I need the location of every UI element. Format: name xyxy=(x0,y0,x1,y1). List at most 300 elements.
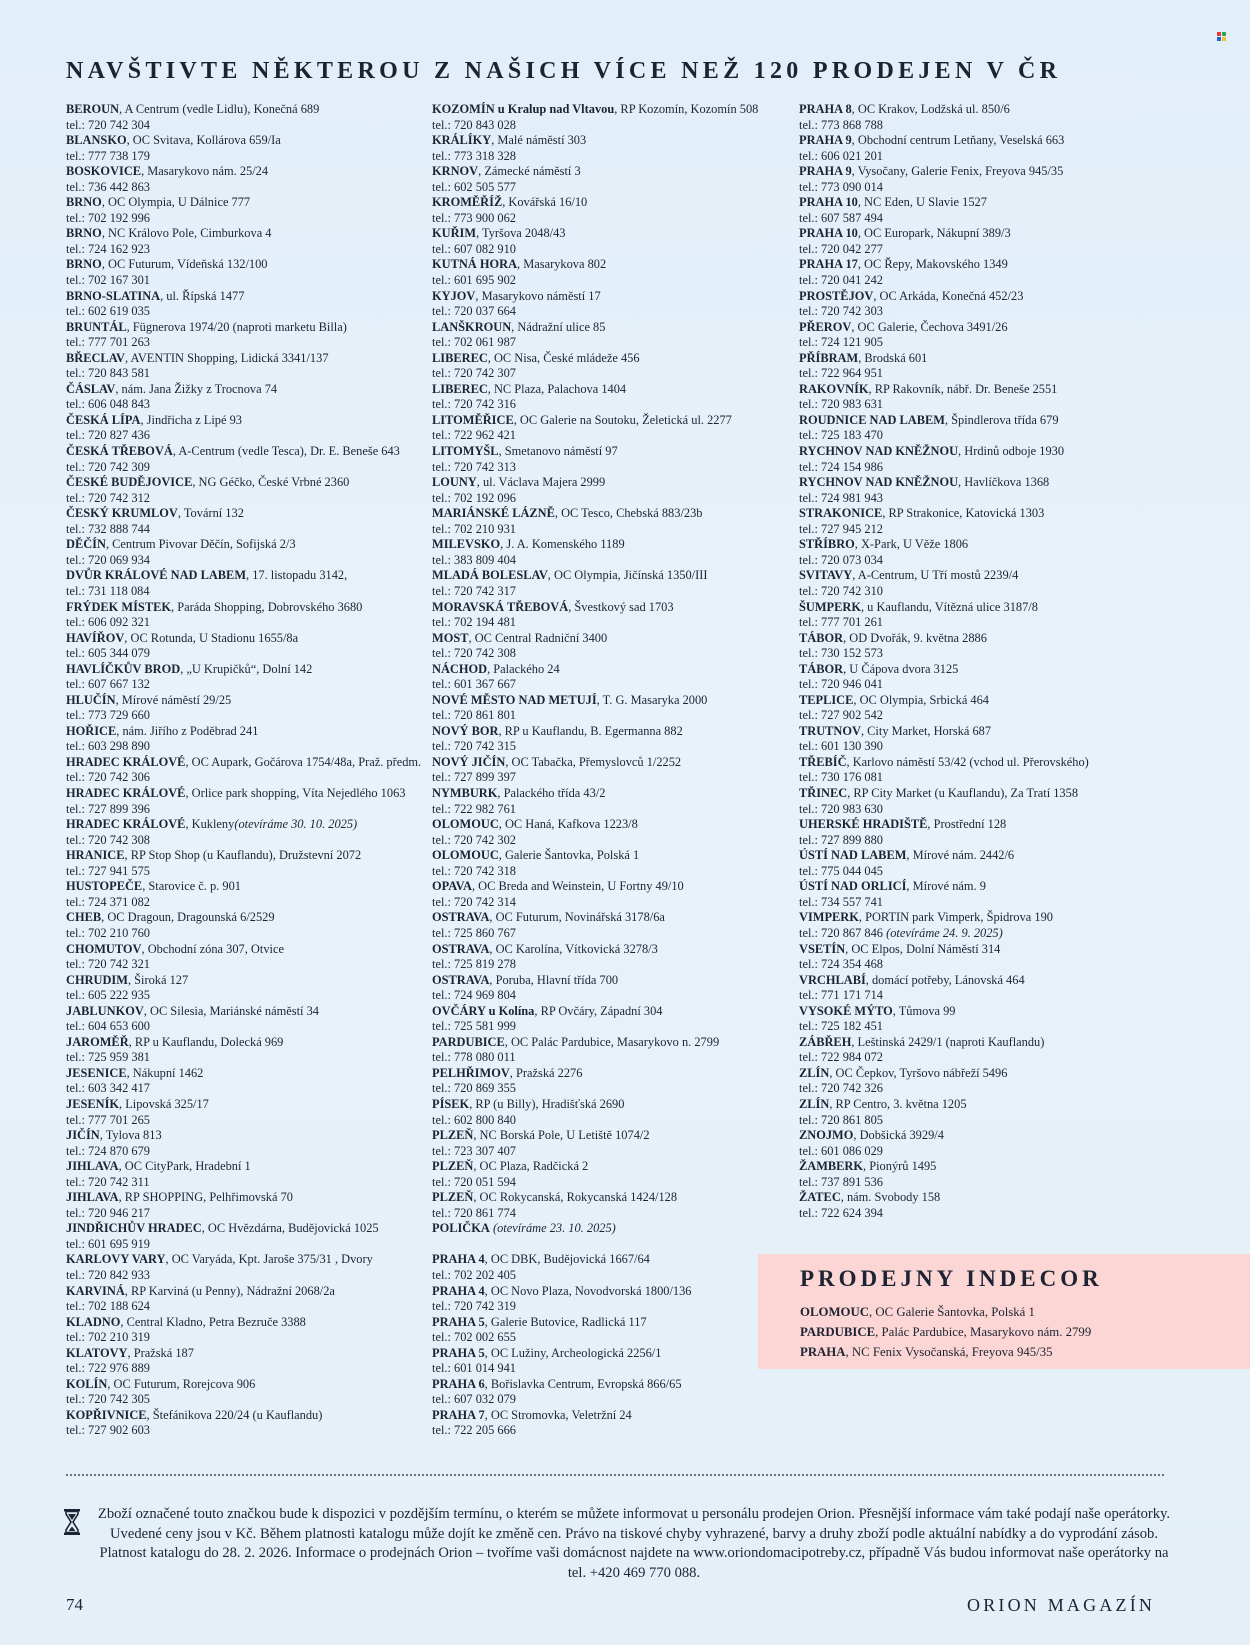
store-address: , City Market, Horská 687 xyxy=(860,723,992,738)
store-city: PRAHA 8 xyxy=(799,102,852,116)
store-name-line xyxy=(432,1190,800,1206)
store-phone-line xyxy=(432,1361,800,1377)
store-city: PRAHA 10 xyxy=(799,226,858,241)
store-entry xyxy=(799,910,1167,941)
store-address: , Paráda Shopping, Dobrovského 3680 xyxy=(171,599,363,614)
store-phone: 727 941 575 xyxy=(88,863,150,878)
store-name-line xyxy=(432,693,800,709)
store-entry xyxy=(66,724,434,755)
store-entry xyxy=(432,164,800,195)
phone-prefix: tel.: xyxy=(799,397,822,412)
store-phone: 606 021 201 xyxy=(821,148,883,163)
phone-prefix: tel.: xyxy=(432,1205,455,1220)
store-entry xyxy=(799,351,1167,382)
store-phone-line xyxy=(432,491,800,507)
store-city: ZLÍN xyxy=(799,1065,830,1080)
store-phone-line xyxy=(432,646,800,662)
store-address: , NC Plaza, Palachova 1404 xyxy=(487,381,627,396)
store-address: , Havlíčkova 1368 xyxy=(958,475,1050,490)
phone-prefix: tel.: xyxy=(66,459,89,474)
store-city: MILEVSKO xyxy=(432,537,501,552)
store-address: , RP Rakovník, nábř. Dr. Beneše 2551 xyxy=(868,381,1058,396)
store-entry xyxy=(432,1346,800,1377)
store-phone-line xyxy=(799,1113,1167,1129)
phone-prefix: tel.: xyxy=(66,1050,89,1065)
store-address: , Poruba, Hlavní třída 700 xyxy=(489,972,619,987)
store-phone: 720 742 313 xyxy=(454,459,516,474)
store-name-line xyxy=(432,1408,800,1424)
store-phone: 722 984 072 xyxy=(821,1050,883,1065)
store-phone-line xyxy=(66,1330,434,1346)
store-address: , OC DBK, Budějovická 1667/64 xyxy=(484,1252,650,1267)
store-city: PŘÍBRAM xyxy=(799,350,859,365)
phone-prefix: tel.: xyxy=(799,1143,822,1158)
store-name-line xyxy=(432,910,800,926)
store-city: PLZEŇ xyxy=(432,1128,474,1143)
store-name-line xyxy=(66,1315,434,1331)
store-phone-line xyxy=(432,864,800,880)
store-city: PELHŘIMOV xyxy=(432,1065,510,1080)
store-name-line xyxy=(432,973,800,989)
store-name-line xyxy=(66,1004,434,1020)
store-phone-line xyxy=(66,149,434,165)
store-city: KOLÍN xyxy=(66,1376,108,1391)
store-phone: 724 354 468 xyxy=(821,957,883,972)
store-entry xyxy=(799,537,1167,568)
store-entry xyxy=(432,1377,800,1408)
phone-prefix: tel.: xyxy=(799,1019,822,1034)
store-name-line xyxy=(432,320,800,336)
store-name-line xyxy=(432,786,800,802)
store-city: TÁBOR xyxy=(799,661,844,676)
store-name-line xyxy=(799,133,1167,149)
store-city: MORAVSKÁ TŘEBOVÁ xyxy=(432,599,569,614)
store-city: BŘECLAV xyxy=(66,350,125,365)
store-phone: 607 667 132 xyxy=(88,677,150,692)
store-phone: 724 121 905 xyxy=(821,335,883,350)
store-name-line xyxy=(432,1159,800,1175)
store-name-line xyxy=(432,226,800,242)
store-phone: 720 946 041 xyxy=(821,677,883,692)
store-phone: 601 014 941 xyxy=(454,1361,516,1376)
store-city: NOVÝ JIČÍN xyxy=(432,754,506,769)
store-city: VIMPERK xyxy=(799,910,859,925)
store-phone-line xyxy=(66,739,434,755)
store-address: , Pionýrů 1495 xyxy=(863,1159,937,1174)
store-city: NOVÉ MĚSTO NAD METUJÍ xyxy=(432,692,597,707)
phone-prefix: tel.: xyxy=(432,335,455,350)
store-phone: 720 742 309 xyxy=(88,459,150,474)
store-phone: 702 210 760 xyxy=(88,925,150,940)
store-city: UHERSKÉ HRADIŠTĚ xyxy=(799,817,928,832)
store-phone: 720 869 355 xyxy=(454,1081,516,1096)
phone-prefix: tel.: xyxy=(432,241,455,256)
store-city: RYCHNOV NAD KNĚŽNOU xyxy=(799,444,959,459)
store-phone-line xyxy=(432,366,800,382)
store-entry xyxy=(799,382,1167,413)
store-city: TÁBOR xyxy=(799,630,844,645)
phone-prefix: tel.: xyxy=(66,646,89,661)
store-city: PŘEROV xyxy=(799,319,852,334)
store-address: , A-Centrum, U Tří mostů 2239/4 xyxy=(852,568,1019,583)
store-phone-line xyxy=(799,957,1167,973)
store-city: VRCHLABÍ xyxy=(799,972,866,987)
store-entry xyxy=(66,693,434,724)
store-phone-line xyxy=(66,1050,434,1066)
store-phone: 720 742 315 xyxy=(454,739,516,754)
store-city: ČÁSLAV xyxy=(66,381,116,396)
phone-prefix: tel.: xyxy=(799,210,822,225)
store-city: LIBEREC xyxy=(432,381,488,396)
store-name-line xyxy=(66,195,434,211)
store-name-line xyxy=(432,133,800,149)
store-address: , OC Rokycanská, Rokycanská 1424/128 xyxy=(473,1190,678,1205)
store-entry xyxy=(66,351,434,382)
store-city: BRNO xyxy=(66,226,102,241)
store-phone: 602 619 035 xyxy=(88,304,150,319)
store-city: PRAHA 5 xyxy=(432,1345,485,1360)
store-address: , Tůmova 99 xyxy=(892,1003,956,1018)
store-name-line xyxy=(66,133,434,149)
store-city: HRADEC KRÁLOVÉ xyxy=(66,754,186,769)
phone-prefix: tel.: xyxy=(432,1392,455,1407)
store-address: , OC Futurum, Novinářská 3178/6a xyxy=(489,910,665,925)
page-number: 74 xyxy=(66,1595,83,1614)
store-phone: 607 032 079 xyxy=(454,1392,516,1407)
store-address: , RP City Market (u Kauflandu), Za Tratí 1358 xyxy=(847,786,1079,801)
phone-prefix: tel.: xyxy=(66,490,89,505)
indecor-city: PARDUBICE xyxy=(800,1325,876,1339)
store-city: PRAHA 4 xyxy=(432,1252,485,1267)
phone-prefix: tel.: xyxy=(799,925,822,940)
store-phone-line xyxy=(799,397,1167,413)
phone-prefix: tel.: xyxy=(432,148,455,163)
store-name-line xyxy=(799,413,1167,429)
store-phone: 725 819 278 xyxy=(454,957,516,972)
phone-prefix: tel.: xyxy=(432,1423,455,1438)
store-entry xyxy=(432,195,800,226)
store-entry xyxy=(66,973,434,1004)
store-address: , OC Lužiny, Archeologická 2256/1 xyxy=(484,1345,662,1360)
store-name-line xyxy=(432,1315,800,1331)
store-phone-line xyxy=(66,864,434,880)
store-address: , RP Stop Shop (u Kauflandu), Družstevní 2072 xyxy=(124,848,362,863)
store-phone: 702 002 655 xyxy=(454,1330,516,1345)
store-opening-note: (otevíráme 30. 10. 2025) xyxy=(234,817,358,832)
store-phone-line xyxy=(66,460,434,476)
store-city: KUŘIM xyxy=(432,226,477,241)
store-city: MOST xyxy=(432,630,469,645)
store-phone-line xyxy=(432,1268,800,1284)
store-phone-line xyxy=(799,926,1167,942)
store-phone-line xyxy=(66,926,434,942)
store-city: HAVLÍČKŮV BROD xyxy=(66,661,181,676)
phone-prefix: tel.: xyxy=(799,1205,822,1220)
store-phone-line xyxy=(799,1019,1167,1035)
store-column-3 xyxy=(799,102,1167,1221)
store-name-line xyxy=(432,102,800,118)
phone-prefix: tel.: xyxy=(432,1050,455,1065)
store-city: OVČÁRY u Kolína xyxy=(432,1003,535,1018)
store-city: ŠUMPERK xyxy=(799,599,861,614)
store-city: TŘINEC xyxy=(799,786,848,801)
store-phone: 773 729 660 xyxy=(88,708,150,723)
store-name-line xyxy=(66,257,434,273)
store-phone: 720 742 310 xyxy=(821,583,883,598)
store-phone: 725 581 999 xyxy=(454,1019,516,1034)
store-address: , Zámecké náměstí 3 xyxy=(478,164,581,179)
phone-prefix: tel.: xyxy=(66,677,89,692)
store-phone-line xyxy=(799,304,1167,320)
phone-prefix: tel.: xyxy=(432,801,455,816)
store-city: BRNO-SLATINA xyxy=(66,288,161,303)
store-entry xyxy=(66,1097,434,1128)
store-address: , RP u Kauflandu, B. Egermanna 882 xyxy=(498,723,683,738)
store-address: , Malé náměstí 303 xyxy=(491,133,587,148)
store-name-line xyxy=(66,444,434,460)
store-entry xyxy=(799,600,1167,631)
store-entry xyxy=(66,1252,434,1283)
store-entry xyxy=(66,289,434,320)
phone-prefix: tel.: xyxy=(66,210,89,225)
store-phone-line xyxy=(66,1144,434,1160)
store-address: , Mírové náměstí 29/25 xyxy=(115,692,232,707)
store-entry xyxy=(66,600,434,631)
store-phone-line xyxy=(66,802,434,818)
store-address: , Pražská 2276 xyxy=(509,1065,583,1080)
store-city: NOVÝ BOR xyxy=(432,723,499,738)
store-city: KLATOVY xyxy=(66,1345,128,1360)
phone-prefix: tel.: xyxy=(799,272,822,287)
store-city: JAROMĚŘ xyxy=(66,1034,129,1049)
store-city: HLUČÍN xyxy=(66,692,116,707)
store-name-line xyxy=(66,724,434,740)
page-title: NAVŠTIVTE NĚKTEROU Z NAŠICH VÍCE NEŽ 120 PRODEJEN V ČR xyxy=(66,58,1062,84)
store-entry xyxy=(432,320,800,351)
store-phone-line xyxy=(799,491,1167,507)
phone-prefix: tel.: xyxy=(799,583,822,598)
store-entry xyxy=(432,257,800,288)
store-phone-line xyxy=(432,522,800,538)
phone-prefix: tel.: xyxy=(66,1019,89,1034)
store-phone-line xyxy=(799,366,1167,382)
store-address: , OC Řepy, Makovského 1349 xyxy=(857,257,1008,272)
store-entry xyxy=(66,879,434,910)
store-city: LITOMYŠL xyxy=(432,444,499,459)
store-name-line xyxy=(432,1004,800,1020)
store-entry xyxy=(432,1066,800,1097)
phone-prefix: tel.: xyxy=(432,1361,455,1376)
phone-prefix: tel.: xyxy=(432,583,455,598)
store-address: , Kovářská 16/10 xyxy=(502,195,588,210)
store-city: ŽATEC xyxy=(799,1190,841,1205)
store-city: PLZEŇ xyxy=(432,1190,474,1205)
store-name-line xyxy=(799,973,1167,989)
store-entry xyxy=(799,1097,1167,1128)
store-phone: 601 695 919 xyxy=(88,1236,150,1251)
indecor-title: PRODEJNY INDECOR xyxy=(800,1266,1103,1291)
store-address: , Dobšická 3929/4 xyxy=(853,1128,944,1143)
phone-prefix: tel.: xyxy=(66,583,89,598)
store-entry xyxy=(66,413,434,444)
store-phone: 720 946 217 xyxy=(88,1205,150,1220)
store-phone: 720 742 308 xyxy=(454,646,516,661)
store-name-line xyxy=(66,1377,434,1393)
store-phone-line xyxy=(799,211,1167,227)
store-name-line xyxy=(66,755,434,771)
store-name-line xyxy=(799,1004,1167,1020)
store-name-line xyxy=(432,444,800,460)
store-city: KOZOMÍN u Kralup nad Vltavou xyxy=(432,102,615,116)
phone-prefix: tel.: xyxy=(799,241,822,256)
store-name-line xyxy=(66,413,434,429)
store-address: , nám. Jiřího z Poděbrad 241 xyxy=(116,723,259,738)
store-name-line xyxy=(799,226,1167,242)
store-address: , Karlovo náměstí 53/42 (vchod ul. Přerovského) xyxy=(846,754,1089,769)
phone-prefix: tel.: xyxy=(432,615,455,629)
store-address: , Prostřední 128 xyxy=(927,817,1007,832)
store-address: , Mírové nám. 9 xyxy=(906,879,986,894)
store-phone-line xyxy=(799,180,1167,196)
store-name-line xyxy=(66,817,434,833)
store-name-line xyxy=(799,817,1167,833)
store-phone-line xyxy=(432,1050,800,1066)
store-entry xyxy=(432,942,800,973)
store-phone-line xyxy=(799,553,1167,569)
store-entry xyxy=(66,1346,434,1377)
store-phone-line xyxy=(66,1237,434,1253)
store-phone-line xyxy=(799,460,1167,476)
store-address: , RP Karviná (u Penny), Nádražní 2068/2a xyxy=(124,1283,335,1298)
store-address: , A Centrum (vedle Lidlu), Konečná 689 xyxy=(119,102,320,116)
store-name-line xyxy=(66,382,434,398)
phone-prefix: tel.: xyxy=(66,241,89,256)
phone-prefix: tel.: xyxy=(799,428,822,443)
phone-prefix: tel.: xyxy=(432,428,455,443)
store-city: PRAHA 6 xyxy=(432,1376,485,1391)
store-city: JESENICE xyxy=(66,1065,127,1080)
store-phone: 702 194 481 xyxy=(454,615,516,629)
store-name-line xyxy=(66,1190,434,1206)
store-name-line xyxy=(432,1066,800,1082)
store-name-line xyxy=(799,1066,1167,1082)
store-entry xyxy=(432,1035,800,1066)
store-phone-line xyxy=(66,366,434,382)
store-address: , Galerie Butovice, Radlická 117 xyxy=(484,1314,647,1329)
store-entry xyxy=(432,1408,800,1439)
store-address: , OC Galerie na Soutoku, Želetická ul. 2277 xyxy=(513,412,732,427)
store-phone: 606 048 843 xyxy=(88,397,150,412)
store-phone-line xyxy=(432,428,800,444)
store-entry xyxy=(799,195,1167,226)
store-entry xyxy=(66,382,434,413)
store-phone-line xyxy=(66,1081,434,1097)
store-phone: 734 557 741 xyxy=(821,894,883,909)
store-city: STŘÍBRO xyxy=(799,537,855,552)
store-phone-line xyxy=(432,180,800,196)
store-name-line xyxy=(432,1097,800,1113)
store-phone: 720 827 436 xyxy=(88,428,150,443)
store-entry xyxy=(432,475,800,506)
indecor-address: , NC Fenix Vysočanská, Freyova 945/35 xyxy=(845,1345,1053,1359)
store-phone-line xyxy=(799,1050,1167,1066)
store-phone-line xyxy=(66,304,434,320)
store-phone-line xyxy=(799,428,1167,444)
store-name-line xyxy=(66,289,434,305)
store-address: , „U Krupičků“, Dolní 142 xyxy=(180,661,313,676)
store-phone: 724 162 923 xyxy=(88,241,150,256)
store-address: , OC Krakov, Lodžská ul. 850/6 xyxy=(851,102,1010,116)
store-phone-line xyxy=(799,646,1167,662)
store-name-line xyxy=(66,1221,434,1237)
store-phone-line xyxy=(432,677,800,693)
store-phone: 725 959 381 xyxy=(88,1050,150,1065)
store-phone-line xyxy=(799,1081,1167,1097)
indecor-store xyxy=(800,1322,1091,1342)
store-phone: 720 742 319 xyxy=(454,1299,516,1314)
store-name-line xyxy=(66,1284,434,1300)
store-name-line xyxy=(799,164,1167,180)
store-city: BRUNTÁL xyxy=(66,319,127,334)
store-phone-line xyxy=(799,118,1167,134)
store-name-line xyxy=(799,786,1167,802)
store-name-line xyxy=(66,1097,434,1113)
store-name-line xyxy=(66,1066,434,1082)
store-phone: 607 587 494 xyxy=(821,210,883,225)
phone-prefix: tel.: xyxy=(432,490,455,505)
indecor-address: , Palác Pardubice, Masarykovo nám. 2799 xyxy=(875,1325,1092,1339)
store-address: , Tovární 132 xyxy=(177,506,244,521)
store-phone-line xyxy=(66,833,434,849)
store-address: , Bořislavka Centrum, Evropská 866/65 xyxy=(484,1376,682,1391)
store-name-line xyxy=(432,600,800,616)
store-name-line xyxy=(432,289,800,305)
footer-disclaimer: Zboží označené touto značkou bude k dispozici v pozdějším termínu, o kterém se můžete informovat u personálu prodejen Orion. Přesnější informace vám také podají naše operátorky. Uvedené ceny jsou v Kč. Během platnosti katalogu může dojít ke změně cen. Právo na tiskové chyby vyhrazené, barvy a druhy zboží podle aktuální nabídky a do vyprodání zásob. Platnost katalogu do 28. 2. 2026. Informace o prodejnách Orion – tvoříme vaši domácnost najdete na www.oriondomacipotreby.cz, případně Vás budou informovat naše operátorky na tel. +420 469 770 088. xyxy=(97,1506,1171,1581)
store-name-line xyxy=(66,1252,434,1268)
store-entry xyxy=(432,382,800,413)
store-entry xyxy=(432,1128,800,1159)
store-entry xyxy=(432,848,800,879)
store-city: KLADNO xyxy=(66,1314,121,1329)
store-phone: 702 061 987 xyxy=(454,335,516,350)
store-name-line xyxy=(66,786,434,802)
store-address: , Štefánikova 220/24 (u Kauflandu) xyxy=(146,1407,323,1422)
store-phone-line xyxy=(432,335,800,351)
phone-prefix: tel.: xyxy=(432,1174,455,1189)
store-address: , OC Varyáda, Kpt. Jaroše 375/31 , Dvory xyxy=(165,1252,373,1267)
store-name-line xyxy=(66,879,434,895)
store-entry xyxy=(432,1004,800,1035)
store-phone-line xyxy=(799,1206,1167,1222)
store-name-line xyxy=(799,568,1167,584)
store-name-line xyxy=(799,444,1167,460)
store-name-line xyxy=(799,537,1167,553)
phone-prefix: tel.: xyxy=(432,925,455,940)
store-phone: 727 899 880 xyxy=(821,832,883,847)
store-phone: 720 742 312 xyxy=(88,490,150,505)
store-name-line xyxy=(432,848,800,864)
store-address: , U Čápova dvora 3125 xyxy=(843,661,959,676)
store-address: , Široká 127 xyxy=(127,972,189,987)
store-phone: 606 092 321 xyxy=(88,615,150,629)
store-name-line xyxy=(66,693,434,709)
store-city: OPAVA xyxy=(432,879,472,894)
phone-prefix: tel.: xyxy=(66,335,89,350)
store-entry xyxy=(432,1284,800,1315)
store-phone: 736 442 863 xyxy=(88,179,150,194)
store-entry xyxy=(66,257,434,288)
phone-prefix: tel.: xyxy=(432,708,455,723)
